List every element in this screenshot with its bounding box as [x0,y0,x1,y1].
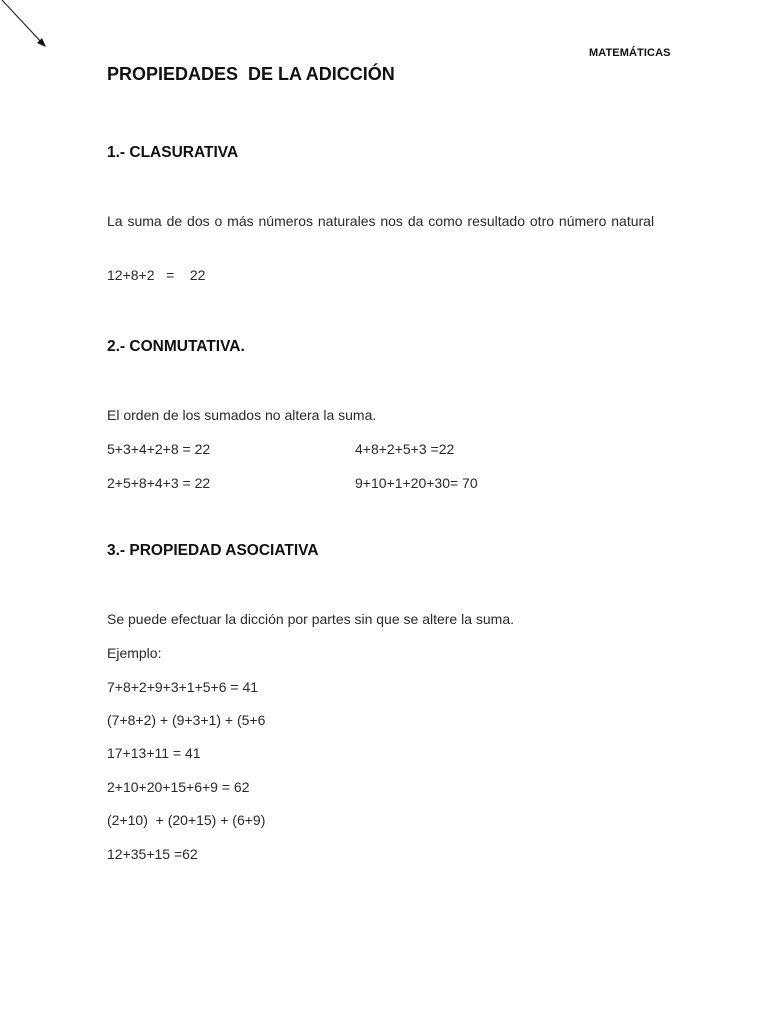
section-paragraph-asociativa: Se puede efectuar la dicción por partes sin que se altere la suma. [107,611,515,627]
example-line: 2+10+20+15+6+9 = 62 [107,779,250,795]
example-line: 2+5+8+4+3 = 22 [107,475,211,491]
example-line: 9+10+1+20+30= 70 [355,475,478,491]
example-line: 5+3+4+2+8 = 22 [107,441,211,457]
example-label: Ejemplo: [107,645,162,661]
section-heading-clasurativa: 1.- CLASURATIVA [107,144,239,161]
example-line: 7+8+2+9+3+1+5+6 = 41 [107,679,259,695]
example-line: (7+8+2) + (9+3+1) + (5+6 [107,712,266,728]
example-line: 17+13+11 = 41 [107,745,201,761]
arrow-icon [0,0,60,60]
section-heading-conmutativa: 2.- CONMUTATIVA. [107,338,245,355]
subject-header: MATEMÁTICAS [589,47,671,59]
document-title: PROPIEDADES DE LA ADICCIÓN [107,64,395,84]
example-line: 12+35+15 =62 [107,846,198,862]
example-line: 12+8+2 = 22 [107,267,206,283]
example-line: (2+10) + (20+15) + (6+9) [107,812,266,828]
section-paragraph-conmutativa: El orden de los sumados no altera la suma. [107,407,377,423]
example-line: 4+8+2+5+3 =22 [355,441,455,457]
section-paragraph-clasurativa: La suma de dos o más números naturales nos da como resultado otro número natural [107,213,655,229]
section-heading-asociativa: 3.- PROPIEDAD ASOCIATIVA [107,542,319,559]
